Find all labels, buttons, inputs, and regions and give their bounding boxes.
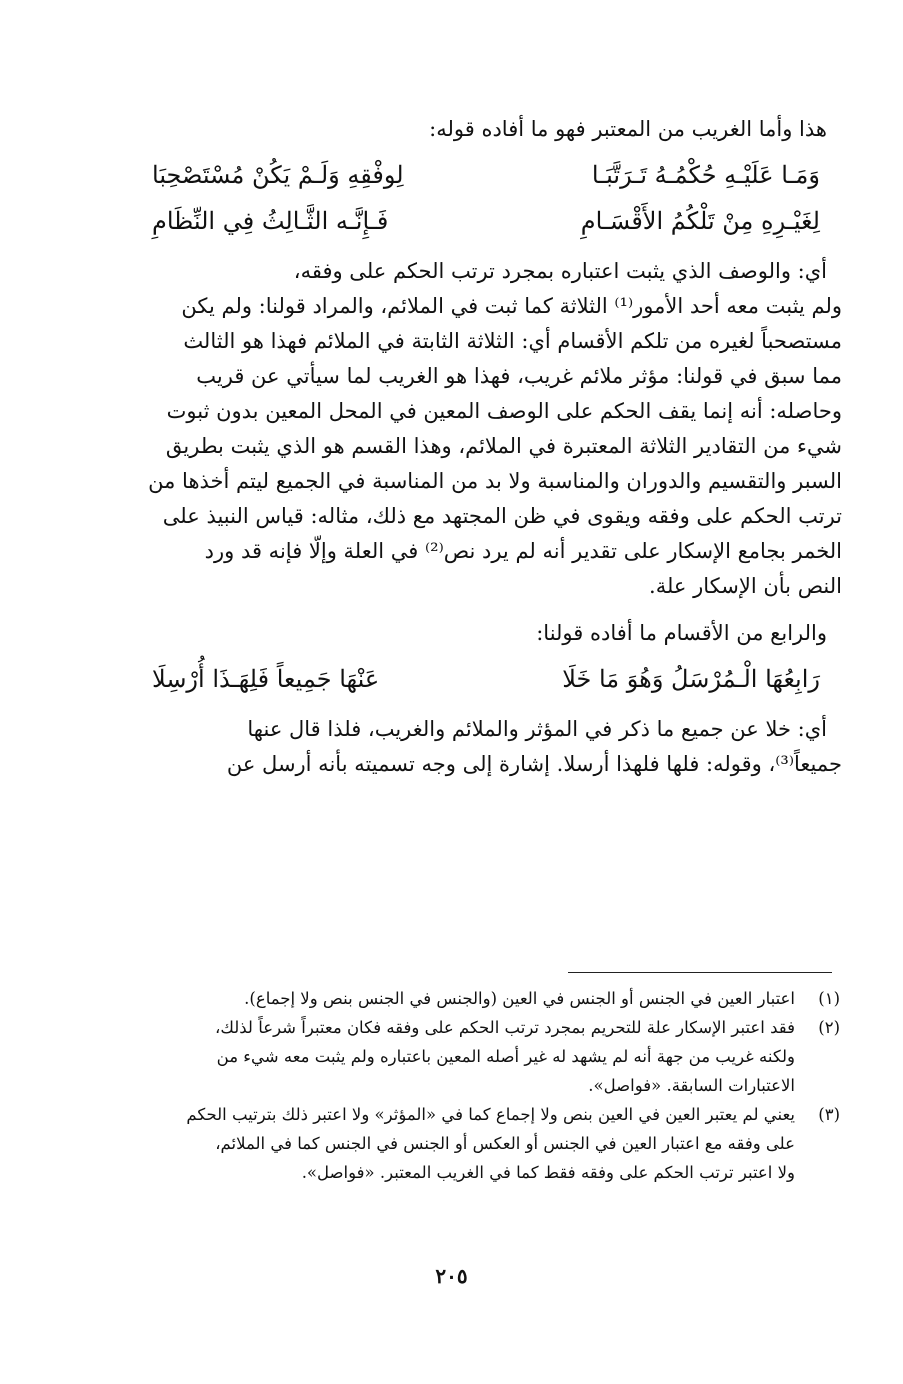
commentary-paragraph-2 bbox=[130, 712, 842, 782]
text-line: شيء من التقادير الثلاثة المعتبرة في الملائم، وهذا القسم هو الذي يثبت بطريق bbox=[165, 434, 842, 458]
footnote-line: على وفقه مع اعتبار العين في الجنس أو العكس أو الجنس في الجنس كما في الملائم، bbox=[215, 1134, 795, 1153]
text-line: ولم يثبت معه أحد الأمور⁽¹⁾ الثلاثة كما ثبت في الملائم، والمراد قولنا: ولم يكن bbox=[181, 294, 842, 318]
verse-hemistich-left: عَنْهَا جَمِيعاً فَلِهَـذَا أُرْسِلَا bbox=[152, 665, 380, 693]
footnote-number: (٢) bbox=[818, 1018, 840, 1037]
text-line: جميعاً⁽³⁾، وقوله: فلها فلهذا أرسلا. إشارة إلى وجه تسميته بأنه أرسل عن bbox=[226, 752, 842, 776]
verse-block-1 bbox=[130, 156, 842, 240]
text-line: الخمر بجامع الإسكار على تقدير أنه لم يرد نص⁽²⁾ في العلة وإلّا فإنه قد ورد bbox=[204, 539, 842, 563]
verse-block-2 bbox=[130, 660, 842, 698]
verse-hemistich-left: فَـإِنَّـه الثَّـالِثُ فِي النِّظَامِ bbox=[152, 207, 389, 235]
page-number: ٢٠٥ bbox=[435, 1264, 468, 1288]
footnote-1 bbox=[140, 984, 840, 1013]
verse-hemistich-left: لِوفْقِهِ وَلَـمْ يَكُنْ مُسْتَصْحِبَا bbox=[152, 161, 404, 189]
main-text bbox=[130, 112, 842, 782]
commentary-paragraph-1 bbox=[130, 254, 842, 604]
footnote-separator bbox=[568, 972, 832, 973]
verse-line bbox=[152, 660, 820, 698]
text-line: مستصحباً لغيره من تلكم الأقسام أي: الثلاثة الثابتة في الملائم فهذا هو الثالث bbox=[183, 329, 842, 353]
footnote-line: الاعتبارات السابقة. «فواصل». bbox=[588, 1076, 795, 1095]
footnote-line: فقد اعتبر الإسكار علة للتحريم بمجرد ترتب الحكم على وفقه فكان معتبراً شرعاً لذلك، bbox=[215, 1018, 795, 1037]
footnote-line: ولا اعتبر ترتب الحكم على وفقه فقط كما في الغريب المعتبر. «فواصل». bbox=[301, 1163, 795, 1182]
text-line: وحاصله: أنه إنما يقف الحكم على الوصف المعين في المحل المعين بدون ثبوت bbox=[166, 399, 842, 423]
footnote-number: (١) bbox=[818, 989, 840, 1008]
footnote-line: ولكنه غريب من جهة أنه لم يشهد له غير أصله المعين باعتباره ولم يثبت معه شيء من bbox=[216, 1047, 795, 1066]
intro-line-2: والرابع من الأقسام ما أفاده قولنا: bbox=[536, 621, 827, 645]
intro-line-1: هذا وأما الغريب من المعتبر فهو ما أفاده قوله: bbox=[429, 117, 827, 141]
text-line: أي: خلا عن جميع ما ذكر في المؤثر والملائم والغريب، فلذا قال عنها bbox=[247, 717, 827, 741]
footnote-line: اعتبار العين في الجنس أو الجنس في العين (والجنس في الجنس بنص ولا إجماع). bbox=[244, 989, 795, 1008]
text-line: مما سبق في قولنا: مؤثر ملائم غريب، فهذا هو الغريب لما سيأتي عن قريب bbox=[196, 364, 842, 388]
verse-hemistich-right: رَابِعُهَا الْـمُرْسَلُ وَهُوَ مَا خَلَا bbox=[562, 665, 820, 693]
verse-hemistich-right: وَمَـا عَلَيْـهِ حُكْمُـهُ تَـرَتَّبَـا bbox=[591, 161, 820, 189]
text-line: ترتب الحكم على وفقه ويقوى في ظن المجتهد مع ذلك، مثاله: قياس النبيذ على bbox=[162, 504, 842, 528]
verse-line bbox=[152, 156, 820, 194]
footnote-2 bbox=[140, 1013, 840, 1100]
footnote-3 bbox=[140, 1100, 840, 1187]
text-line: السبر والتقسيم والدوران والمناسبة ولا بد من المناسبة في الجميع ليتم أخذها من bbox=[148, 469, 842, 493]
text-line: أي: والوصف الذي يثبت اعتباره بمجرد ترتب الحكم على وفقه، bbox=[293, 259, 827, 283]
footnote-number: (٣) bbox=[818, 1105, 840, 1124]
footnote-line: يعني لم يعتبر العين في العين بنص ولا إجماع كما في «المؤثر» ولا اعتبر ذلك بترتيب الحكم bbox=[186, 1105, 795, 1124]
verse-hemistich-right: لِغَيْـرِهِ مِنْ تَلْكُمُ الأَقْسَـامِ bbox=[580, 207, 820, 235]
footnotes bbox=[140, 984, 840, 1187]
verse-line bbox=[152, 202, 820, 240]
text-line: النص بأن الإسكار علة. bbox=[649, 574, 842, 598]
